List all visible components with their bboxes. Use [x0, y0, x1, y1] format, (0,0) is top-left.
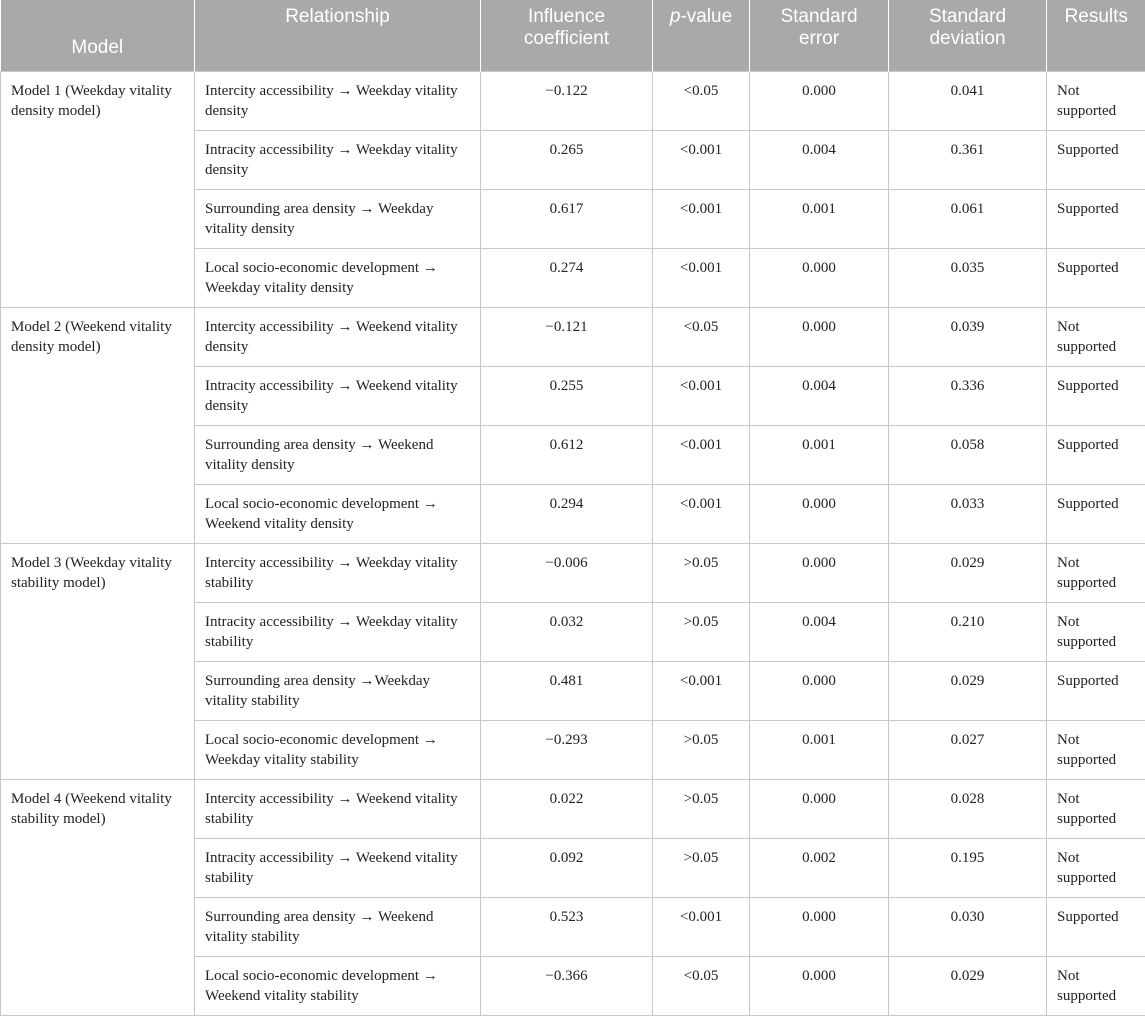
influence-cell: 0.022	[481, 779, 653, 838]
header-sd-line2: deviation	[929, 28, 1006, 49]
p-value-cell: <0.05	[653, 307, 750, 366]
p-value-cell: <0.001	[653, 661, 750, 720]
relationship-cell: Local socio-economic development → Weekday vitality density	[195, 248, 481, 307]
standard-deviation-cell: 0.061	[889, 189, 1047, 248]
standard-deviation-cell: 0.195	[889, 838, 1047, 897]
standard-error-cell: 0.000	[750, 248, 889, 307]
standard-error-cell: 0.000	[750, 897, 889, 956]
standard-error-cell: 0.004	[750, 602, 889, 661]
p-value-cell: <0.05	[653, 956, 750, 1015]
relationship-cell: Intercity accessibility → Weekday vitality stability	[195, 543, 481, 602]
model-cell: Model 3 (Weekday vitality stability model)	[1, 543, 195, 779]
header-standard-deviation	[889, 0, 1047, 71]
influence-cell: −0.293	[481, 720, 653, 779]
result-cell: Supported	[1047, 425, 1145, 484]
standard-deviation-cell: 0.041	[889, 71, 1047, 130]
p-value-cell: <0.001	[653, 425, 750, 484]
influence-cell: 0.481	[481, 661, 653, 720]
influence-cell: 0.523	[481, 897, 653, 956]
relationship-cell: Intracity accessibility → Weekday vitality density	[195, 130, 481, 189]
standard-deviation-cell: 0.029	[889, 661, 1047, 720]
header-row	[1, 0, 1145, 71]
influence-cell: 0.612	[481, 425, 653, 484]
p-value-cell: >0.05	[653, 720, 750, 779]
standard-deviation-cell: 0.029	[889, 543, 1047, 602]
standard-deviation-cell: 0.029	[889, 956, 1047, 1015]
result-cell: Supported	[1047, 189, 1145, 248]
influence-cell: 0.274	[481, 248, 653, 307]
standard-deviation-cell: 0.361	[889, 130, 1047, 189]
standard-error-cell: 0.002	[750, 838, 889, 897]
header-influence-line1: Influence	[527, 6, 606, 27]
p-value-cell: <0.001	[653, 897, 750, 956]
header-p-value	[653, 0, 750, 71]
standard-error-cell: 0.001	[750, 425, 889, 484]
result-cell: Not supported	[1047, 71, 1145, 130]
header-influence-line2: coefficient	[523, 28, 610, 49]
influence-cell: −0.006	[481, 543, 653, 602]
header-se-line2: error	[798, 28, 840, 49]
relationship-cell: Intercity accessibility → Weekend vitality density	[195, 307, 481, 366]
standard-deviation-cell: 0.039	[889, 307, 1047, 366]
result-cell: Not supported	[1047, 779, 1145, 838]
relationship-cell: Local socio-economic development → Weekday vitality stability	[195, 720, 481, 779]
result-cell: Not supported	[1047, 307, 1145, 366]
p-value-cell: <0.001	[653, 366, 750, 425]
result-cell: Supported	[1047, 248, 1145, 307]
model-cell: Model 1 (Weekday vitality density model)	[1, 71, 195, 307]
header-results	[1047, 0, 1145, 71]
influence-cell: 0.092	[481, 838, 653, 897]
result-cell: Supported	[1047, 897, 1145, 956]
relationship-cell: Surrounding area density → Weekday vitality density	[195, 189, 481, 248]
header-model	[1, 0, 195, 71]
influence-cell: 0.255	[481, 366, 653, 425]
standard-deviation-cell: 0.030	[889, 897, 1047, 956]
result-cell: Not supported	[1047, 720, 1145, 779]
influence-cell: −0.366	[481, 956, 653, 1015]
result-cell: Not supported	[1047, 838, 1145, 897]
result-cell: Not supported	[1047, 956, 1145, 1015]
standard-deviation-cell: 0.336	[889, 366, 1047, 425]
table-row	[1, 71, 1145, 130]
relationship-cell: Intercity accessibility → Weekend vitality stability	[195, 779, 481, 838]
p-value-cell: <0.001	[653, 484, 750, 543]
p-value-cell: <0.001	[653, 130, 750, 189]
relationship-cell: Surrounding area density →Weekday vitality stability	[195, 661, 481, 720]
p-value-cell: >0.05	[653, 543, 750, 602]
table-row	[1, 543, 1145, 602]
header-p-value-rest: -value	[680, 6, 733, 27]
p-value-cell: >0.05	[653, 779, 750, 838]
standard-deviation-cell: 0.028	[889, 779, 1047, 838]
relationship-cell: Local socio-economic development → Weekend vitality stability	[195, 956, 481, 1015]
header-se-line1: Standard	[780, 6, 858, 27]
result-cell: Not supported	[1047, 543, 1145, 602]
standard-deviation-cell: 0.035	[889, 248, 1047, 307]
relationship-cell: Intracity accessibility → Weekday vitality stability	[195, 602, 481, 661]
relationship-cell: Surrounding area density → Weekend vitality density	[195, 425, 481, 484]
relationship-cell: Intracity accessibility → Weekend vitality stability	[195, 838, 481, 897]
table-header	[1, 0, 1145, 71]
influence-cell: 0.617	[481, 189, 653, 248]
model-cell: Model 4 (Weekend vitality stability model)	[1, 779, 195, 1015]
table-body	[1, 71, 1145, 1015]
influence-cell: 0.294	[481, 484, 653, 543]
p-value-cell: >0.05	[653, 602, 750, 661]
standard-error-cell: 0.000	[750, 956, 889, 1015]
relationship-cell: Intercity accessibility → Weekday vitality density	[195, 71, 481, 130]
influence-cell: 0.265	[481, 130, 653, 189]
result-cell: Not supported	[1047, 602, 1145, 661]
model-cell: Model 2 (Weekend vitality density model)	[1, 307, 195, 543]
standard-deviation-cell: 0.027	[889, 720, 1047, 779]
standard-error-cell: 0.000	[750, 71, 889, 130]
influence-cell: −0.121	[481, 307, 653, 366]
header-model-label: Model	[71, 36, 124, 58]
standard-deviation-cell: 0.058	[889, 425, 1047, 484]
header-standard-error	[750, 0, 889, 71]
relationship-cell: Surrounding area density → Weekend vitality stability	[195, 897, 481, 956]
result-cell: Supported	[1047, 661, 1145, 720]
standard-error-cell: 0.004	[750, 366, 889, 425]
relationship-cell: Local socio-economic development → Weekend vitality density	[195, 484, 481, 543]
header-sd-line1: Standard	[928, 6, 1007, 27]
table-row	[1, 779, 1145, 838]
standard-error-cell: 0.000	[750, 661, 889, 720]
influence-cell: 0.032	[481, 602, 653, 661]
standard-deviation-cell: 0.210	[889, 602, 1047, 661]
p-value-cell: <0.001	[653, 189, 750, 248]
standard-error-cell: 0.001	[750, 720, 889, 779]
standard-deviation-cell: 0.033	[889, 484, 1047, 543]
relationship-cell: Intracity accessibility → Weekend vitality density	[195, 366, 481, 425]
table-row	[1, 307, 1145, 366]
header-results-label: Results	[1064, 6, 1128, 27]
influence-cell: −0.122	[481, 71, 653, 130]
standard-error-cell: 0.000	[750, 543, 889, 602]
header-relationship-label: Relationship	[285, 6, 390, 27]
header-p-value-italic: p	[669, 6, 681, 27]
standard-error-cell: 0.000	[750, 307, 889, 366]
p-value-cell: <0.001	[653, 248, 750, 307]
header-influence-coefficient	[481, 0, 653, 71]
standard-error-cell: 0.000	[750, 779, 889, 838]
standard-error-cell: 0.004	[750, 130, 889, 189]
result-cell: Supported	[1047, 484, 1145, 543]
result-cell: Supported	[1047, 130, 1145, 189]
standard-error-cell: 0.000	[750, 484, 889, 543]
standard-error-cell: 0.001	[750, 189, 889, 248]
p-value-cell: <0.05	[653, 71, 750, 130]
result-cell: Supported	[1047, 366, 1145, 425]
header-relationship	[195, 0, 481, 71]
p-value-cell: >0.05	[653, 838, 750, 897]
